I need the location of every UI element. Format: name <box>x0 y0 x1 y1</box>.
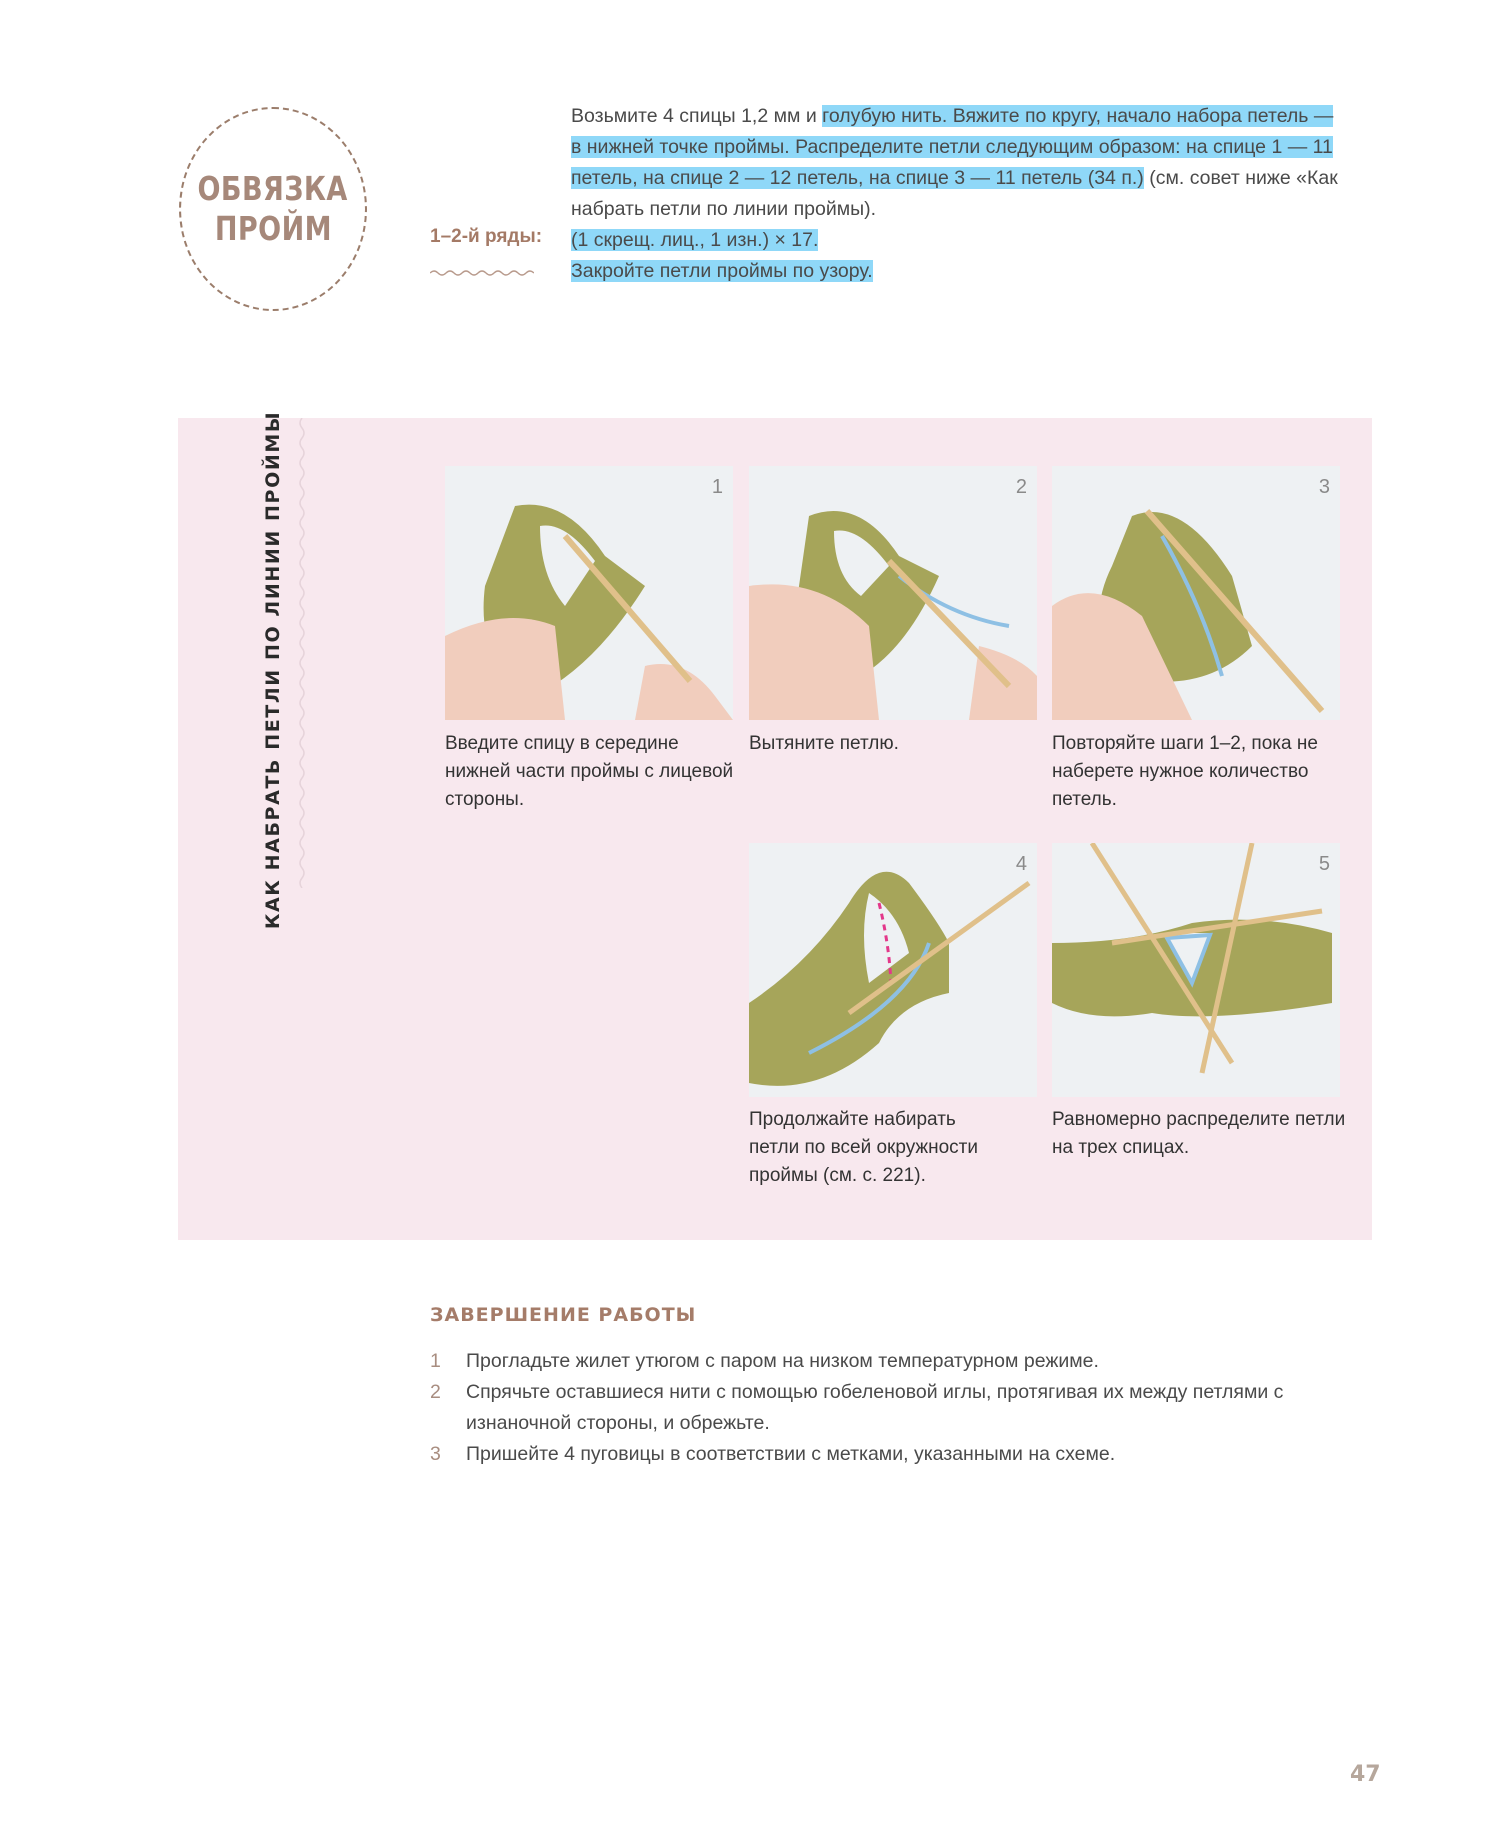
list-item-text: Спрячьте оставшиеся нити с помощью гобеленовой иглы, протягивая их между петлями с изнаночной стороны, и обрежьте. <box>466 1381 1284 1434</box>
step-2-photo <box>749 466 1037 720</box>
rows-label: 1–2-й ряды: <box>430 226 543 247</box>
step-5-caption: Равномерно распределите петли на трех спицах. <box>1052 1109 1346 1158</box>
step-4-caption: Продолжайте набирать петли по всей окружности проймы (см. с. 221). <box>749 1109 978 1186</box>
step-3-caption: Повторяйте шаги 1–2, пока не наберете нужное количество петель. <box>1052 733 1318 810</box>
page-number: 47 <box>1350 1762 1381 1787</box>
completion-list <box>430 1346 1350 1470</box>
step-4-illustration <box>749 843 1037 1097</box>
list-item-text: Пришейте 4 пуговицы в соответствии с метками, указанными на схеме. <box>466 1443 1116 1465</box>
step-1-photo <box>445 466 733 720</box>
tip-wavy-rule <box>297 418 307 888</box>
intro-highlighted-text: голубую нить. Вяжите по кругу, начало набора петель — в нижней точке проймы. Распределите петли следующим образом: на спице 1 — 11 петель, на спице 2 — 12 петель, на спице 3 — 11 петель (34 п.) <box>571 105 1334 189</box>
list-item-number: 1 <box>430 1350 441 1372</box>
wavy-divider <box>430 269 534 277</box>
intro-paragraph <box>571 101 1347 225</box>
badge-line-1: ОБВЯЗКА <box>197 169 349 208</box>
step-4-photo <box>749 843 1037 1097</box>
step-2-illustration <box>749 466 1037 720</box>
step-2-number: 2 <box>1015 476 1027 498</box>
section-badge <box>179 107 367 311</box>
closing-line <box>571 256 1347 287</box>
rows-instruction: (1 скрещ. лиц., 1 изн.) × 17. <box>571 229 819 251</box>
tip-title: КАК НАБРАТЬ ПЕТЛИ ПО ЛИНИИ ПРОЙМЫ <box>262 410 284 930</box>
intro-text: Возьмите 4 спицы 1,2 мм и <box>571 105 823 127</box>
list-item-text: Прогладьте жилет утюгом с паром на низком температурном режиме. <box>466 1350 1099 1372</box>
intro-block <box>571 101 1347 287</box>
step-5-photo <box>1052 843 1340 1097</box>
list-item-number: 2 <box>430 1381 441 1403</box>
step-3-illustration <box>1052 466 1340 720</box>
completion-heading: ЗАВЕРШЕНИЕ РАБОТЫ <box>430 1304 697 1326</box>
list-item <box>430 1439 1350 1470</box>
intro-tip-reference: (см. совет ниже «Как набрать петли по линии проймы). <box>571 167 1338 220</box>
tip-title-vertical <box>257 410 289 930</box>
list-item-number: 3 <box>430 1443 441 1465</box>
closing-instruction: Закройте петли проймы по узору. <box>571 260 873 282</box>
step-3-photo <box>1052 466 1340 720</box>
step-2-caption: Вытяните петлю. <box>749 733 899 754</box>
step-1-caption: Введите спицу в середине нижней части проймы с лицевой стороны. <box>445 733 734 810</box>
step-1-illustration <box>445 466 733 720</box>
step-5-illustration <box>1052 843 1340 1097</box>
list-item <box>430 1377 1350 1439</box>
step-3-number: 3 <box>1318 476 1330 498</box>
step-5-number: 5 <box>1318 853 1330 875</box>
list-item <box>430 1346 1350 1377</box>
step-1-number: 1 <box>711 476 723 498</box>
badge-line-2: ПРОЙМ <box>214 209 332 248</box>
rows-instruction-line <box>571 225 1347 256</box>
step-4-number: 4 <box>1015 853 1027 875</box>
